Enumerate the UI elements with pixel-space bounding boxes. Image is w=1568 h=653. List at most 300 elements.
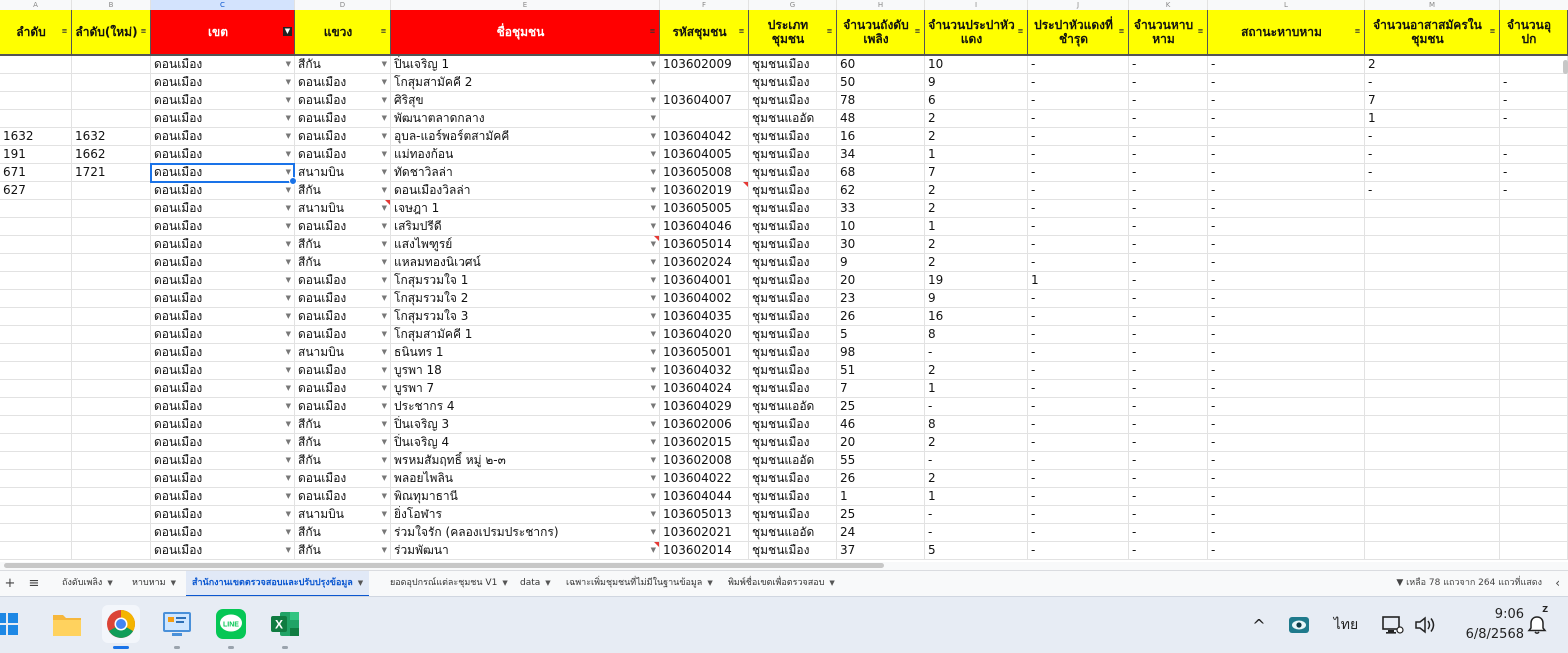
table-cell[interactable]	[295, 416, 391, 433]
table-cell[interactable]	[72, 92, 151, 109]
table-cell[interactable]	[151, 218, 295, 235]
network-button[interactable]	[1378, 597, 1408, 653]
table-cell[interactable]	[660, 380, 749, 397]
table-cell[interactable]	[1500, 128, 1568, 145]
table-cell[interactable]	[0, 344, 72, 361]
table-cell[interactable]	[151, 272, 295, 289]
cell-dropdown-icon[interactable]: ▼	[285, 312, 291, 320]
all-sheets-button[interactable]: ≡	[28, 576, 40, 591]
table-cell[interactable]	[151, 200, 295, 217]
table-cell[interactable]	[837, 308, 925, 325]
table-cell[interactable]	[837, 128, 925, 145]
table-cell[interactable]	[1500, 488, 1568, 505]
table-cell[interactable]	[1208, 434, 1365, 451]
table-cell[interactable]	[837, 182, 925, 199]
table-cell[interactable]	[151, 434, 295, 451]
cell-dropdown-icon[interactable]: ▼	[650, 258, 656, 266]
cell-dropdown-icon[interactable]: ▼	[650, 60, 656, 68]
cell-dropdown-icon[interactable]: ▼	[381, 60, 387, 68]
table-cell[interactable]	[391, 128, 660, 145]
cell-dropdown-icon[interactable]: ▼	[650, 528, 656, 536]
table-cell[interactable]	[295, 290, 391, 307]
table-cell[interactable]	[72, 128, 151, 145]
cell-dropdown-icon[interactable]: ▼	[381, 474, 387, 482]
cell-dropdown-icon[interactable]: ▼	[285, 510, 291, 518]
table-cell[interactable]	[72, 434, 151, 451]
cell-dropdown-icon[interactable]: ▼	[381, 456, 387, 464]
table-cell[interactable]	[1208, 290, 1365, 307]
table-cell[interactable]	[1500, 416, 1568, 433]
table-cell[interactable]	[660, 470, 749, 487]
cell-dropdown-icon[interactable]: ▼	[650, 222, 656, 230]
table-cell[interactable]	[1028, 470, 1129, 487]
cell-dropdown-icon[interactable]: ▼	[650, 348, 656, 356]
cell-dropdown-icon[interactable]: ▼	[650, 402, 656, 410]
table-cell[interactable]	[151, 398, 295, 415]
table-cell[interactable]	[660, 254, 749, 271]
table-cell[interactable]	[1208, 146, 1365, 163]
table-cell[interactable]	[925, 74, 1028, 91]
header-cell[interactable]	[1129, 10, 1208, 54]
table-cell[interactable]	[0, 128, 72, 145]
table-cell[interactable]	[0, 362, 72, 379]
cell-dropdown-icon[interactable]: ▼	[650, 204, 656, 212]
cell-dropdown-icon[interactable]: ▼	[381, 150, 387, 158]
cell-dropdown-icon[interactable]: ▼	[650, 132, 656, 140]
table-cell[interactable]	[0, 542, 72, 559]
table-cell[interactable]	[1208, 470, 1365, 487]
table-cell[interactable]	[391, 470, 660, 487]
table-cell[interactable]	[391, 524, 660, 541]
header-cell[interactable]	[1208, 10, 1365, 54]
table-cell[interactable]	[391, 344, 660, 361]
chevron-down-icon[interactable]: ▼	[170, 579, 177, 587]
table-cell[interactable]	[151, 74, 295, 91]
table-cell[interactable]	[72, 524, 151, 541]
table-cell[interactable]	[0, 200, 72, 217]
table-cell[interactable]	[1365, 398, 1500, 415]
table-cell[interactable]	[72, 326, 151, 343]
table-cell[interactable]	[1129, 326, 1208, 343]
cell-dropdown-icon[interactable]: ▼	[285, 186, 291, 194]
table-cell[interactable]	[837, 344, 925, 361]
table-cell[interactable]	[151, 128, 295, 145]
table-cell[interactable]	[0, 326, 72, 343]
table-cell[interactable]	[660, 434, 749, 451]
table-cell[interactable]	[660, 56, 749, 73]
table-cell[interactable]	[1365, 56, 1500, 73]
table-cell[interactable]	[1365, 236, 1500, 253]
table-cell[interactable]	[749, 128, 837, 145]
table-cell[interactable]	[1028, 254, 1129, 271]
table-cell[interactable]	[1500, 380, 1568, 397]
table-cell[interactable]	[295, 110, 391, 127]
table-cell[interactable]	[391, 254, 660, 271]
cell-dropdown-icon[interactable]: ▼	[285, 240, 291, 248]
table-cell[interactable]	[1500, 146, 1568, 163]
table-cell[interactable]	[925, 380, 1028, 397]
table-cell[interactable]	[660, 326, 749, 343]
table-cell[interactable]	[1365, 524, 1500, 541]
table-cell[interactable]	[1129, 506, 1208, 523]
table-cell[interactable]	[925, 254, 1028, 271]
column-letter-m[interactable]: M	[1365, 0, 1500, 10]
table-cell[interactable]	[749, 308, 837, 325]
table-cell[interactable]	[1208, 362, 1365, 379]
table-cell[interactable]	[1028, 488, 1129, 505]
table-cell[interactable]	[72, 308, 151, 325]
table-cell[interactable]	[391, 146, 660, 163]
filter-icon[interactable]: ≡	[1354, 27, 1361, 35]
table-cell[interactable]	[749, 164, 837, 181]
filter-icon[interactable]: ≡	[140, 27, 147, 35]
table-cell[interactable]	[1208, 326, 1365, 343]
table-cell[interactable]	[1500, 110, 1568, 127]
cell-dropdown-icon[interactable]: ▼	[381, 78, 387, 86]
table-cell[interactable]	[1129, 308, 1208, 325]
cell-dropdown-icon[interactable]: ▼	[285, 276, 291, 284]
cell-dropdown-icon[interactable]: ▼	[381, 492, 387, 500]
sheet-tab[interactable]	[56, 571, 119, 595]
table-cell[interactable]	[1208, 380, 1365, 397]
table-cell[interactable]	[1365, 146, 1500, 163]
table-cell[interactable]	[1500, 308, 1568, 325]
cell-dropdown-icon[interactable]: ▼	[381, 420, 387, 428]
table-cell[interactable]	[151, 452, 295, 469]
table-cell[interactable]	[72, 452, 151, 469]
table-cell[interactable]	[151, 506, 295, 523]
table-cell[interactable]	[1208, 308, 1365, 325]
chrome-button[interactable]	[102, 605, 140, 643]
table-cell[interactable]	[925, 506, 1028, 523]
table-cell[interactable]	[1500, 164, 1568, 181]
table-cell[interactable]	[837, 200, 925, 217]
filter-icon[interactable]: ≡	[1017, 27, 1024, 35]
table-cell[interactable]	[837, 326, 925, 343]
table-cell[interactable]	[837, 110, 925, 127]
cell-dropdown-icon[interactable]: ▼	[285, 96, 291, 104]
table-cell[interactable]	[391, 200, 660, 217]
table-cell[interactable]	[1028, 164, 1129, 181]
table-cell[interactable]	[749, 470, 837, 487]
table-cell[interactable]	[749, 74, 837, 91]
language-indicator[interactable]: ไทย	[1333, 617, 1359, 633]
table-cell[interactable]	[1129, 470, 1208, 487]
header-cell[interactable]	[0, 10, 72, 54]
cell-dropdown-icon[interactable]: ▼	[285, 132, 291, 140]
table-cell[interactable]	[1028, 434, 1129, 451]
table-cell[interactable]	[0, 110, 72, 127]
cell-dropdown-icon[interactable]: ▼	[650, 330, 656, 338]
cell-dropdown-icon[interactable]: ▼	[381, 438, 387, 446]
table-cell[interactable]	[837, 542, 925, 559]
table-cell[interactable]	[925, 92, 1028, 109]
table-cell[interactable]	[1028, 416, 1129, 433]
cell-dropdown-icon[interactable]: ▼	[285, 438, 291, 446]
table-cell[interactable]	[391, 308, 660, 325]
table-cell[interactable]	[391, 452, 660, 469]
table-cell[interactable]	[837, 146, 925, 163]
table-cell[interactable]	[660, 272, 749, 289]
table-cell[interactable]	[151, 524, 295, 541]
table-cell[interactable]	[1129, 182, 1208, 199]
table-cell[interactable]	[391, 542, 660, 559]
sheet-tab[interactable]	[514, 571, 557, 595]
table-cell[interactable]	[1208, 128, 1365, 145]
table-cell[interactable]	[0, 470, 72, 487]
table-cell[interactable]	[151, 290, 295, 307]
filter-icon[interactable]: ≡	[380, 27, 387, 35]
table-cell[interactable]	[660, 488, 749, 505]
table-cell[interactable]	[0, 272, 72, 289]
table-cell[interactable]	[837, 254, 925, 271]
table-cell[interactable]	[1500, 398, 1568, 415]
filter-icon[interactable]: ≡	[649, 27, 656, 35]
table-cell[interactable]	[925, 452, 1028, 469]
table-cell[interactable]	[1028, 542, 1129, 559]
table-cell[interactable]	[1500, 254, 1568, 271]
table-cell[interactable]	[1500, 326, 1568, 343]
table-cell[interactable]	[295, 254, 391, 271]
filter-icon[interactable]: ≡	[738, 27, 745, 35]
table-cell[interactable]	[295, 524, 391, 541]
cell-dropdown-icon[interactable]: ▼	[650, 186, 656, 194]
table-cell[interactable]	[837, 92, 925, 109]
table-cell[interactable]	[0, 218, 72, 235]
cell-dropdown-icon[interactable]: ▼	[650, 510, 656, 518]
table-cell[interactable]	[749, 434, 837, 451]
table-cell[interactable]	[295, 146, 391, 163]
filter-icon[interactable]: ≡	[61, 27, 68, 35]
table-cell[interactable]	[0, 308, 72, 325]
table-cell[interactable]	[151, 308, 295, 325]
start-button[interactable]	[0, 605, 22, 643]
sheet-tab[interactable]	[126, 571, 182, 595]
header-cell[interactable]	[295, 10, 391, 54]
table-cell[interactable]	[1365, 164, 1500, 181]
table-cell[interactable]	[151, 254, 295, 271]
table-cell[interactable]	[1208, 344, 1365, 361]
column-letter-i[interactable]: I	[925, 0, 1028, 10]
chevron-down-icon[interactable]: ▼	[107, 579, 113, 587]
table-cell[interactable]	[72, 56, 151, 73]
table-cell[interactable]	[1028, 452, 1129, 469]
table-cell[interactable]	[1365, 452, 1500, 469]
table-cell[interactable]	[1500, 470, 1568, 487]
table-cell[interactable]	[1129, 380, 1208, 397]
sheet-tab[interactable]	[560, 571, 719, 595]
table-cell[interactable]	[1208, 200, 1365, 217]
table-cell[interactable]	[749, 200, 837, 217]
cell-dropdown-icon[interactable]: ▼	[650, 114, 656, 122]
table-cell[interactable]	[1365, 506, 1500, 523]
table-cell[interactable]	[0, 290, 72, 307]
table-cell[interactable]	[391, 290, 660, 307]
table-cell[interactable]	[925, 236, 1028, 253]
table-cell[interactable]	[391, 92, 660, 109]
table-cell[interactable]	[749, 416, 837, 433]
chevron-down-icon[interactable]: ▼	[707, 579, 713, 587]
active-filter-icon[interactable]: ▼	[284, 27, 291, 35]
table-cell[interactable]	[295, 308, 391, 325]
tab-nav-button[interactable]: ‹	[1555, 576, 1560, 590]
table-cell[interactable]	[1365, 326, 1500, 343]
table-cell[interactable]	[1129, 56, 1208, 73]
table-cell[interactable]	[660, 344, 749, 361]
sheet-tab[interactable]	[186, 571, 369, 597]
table-cell[interactable]	[1365, 344, 1500, 361]
table-cell[interactable]	[151, 110, 295, 127]
chevron-down-icon[interactable]: ▼	[502, 579, 508, 587]
table-cell[interactable]	[1129, 92, 1208, 109]
table-cell[interactable]	[295, 506, 391, 523]
cell-dropdown-icon[interactable]: ▼	[650, 492, 656, 500]
table-cell[interactable]	[1208, 398, 1365, 415]
table-cell[interactable]	[295, 398, 391, 415]
table-cell[interactable]	[925, 326, 1028, 343]
table-cell[interactable]	[72, 542, 151, 559]
table-cell[interactable]	[660, 236, 749, 253]
cell-dropdown-icon[interactable]: ▼	[381, 528, 387, 536]
table-cell[interactable]	[749, 542, 837, 559]
cell-dropdown-icon[interactable]: ▼	[381, 168, 387, 176]
table-cell[interactable]	[1500, 542, 1568, 559]
table-cell[interactable]	[660, 218, 749, 235]
table-cell[interactable]	[925, 182, 1028, 199]
cell-dropdown-icon[interactable]: ▼	[285, 258, 291, 266]
table-cell[interactable]	[72, 110, 151, 127]
table-cell[interactable]	[1500, 506, 1568, 523]
filter-icon[interactable]: ≡	[914, 27, 921, 35]
note-indicator[interactable]	[654, 236, 659, 241]
cell-dropdown-icon[interactable]: ▼	[650, 78, 656, 86]
vertical-scrollbar[interactable]	[1562, 56, 1568, 556]
table-cell[interactable]	[295, 542, 391, 559]
column-letter-h[interactable]: H	[837, 0, 925, 10]
cell-dropdown-icon[interactable]: ▼	[650, 546, 656, 554]
table-cell[interactable]	[1365, 470, 1500, 487]
cell-dropdown-icon[interactable]: ▼	[285, 528, 291, 536]
table-cell[interactable]	[1365, 308, 1500, 325]
table-cell[interactable]	[1365, 254, 1500, 271]
column-letter-j[interactable]: J	[1028, 0, 1129, 10]
cell-dropdown-icon[interactable]: ▼	[381, 222, 387, 230]
horizontal-scroll-thumb[interactable]	[4, 563, 884, 568]
filter-icon[interactable]: ≡	[1197, 27, 1204, 35]
table-cell[interactable]	[151, 146, 295, 163]
column-letter-k[interactable]: K	[1129, 0, 1208, 10]
table-cell[interactable]	[1129, 416, 1208, 433]
table-cell[interactable]	[837, 452, 925, 469]
table-cell[interactable]	[391, 362, 660, 379]
table-cell[interactable]	[1365, 488, 1500, 505]
table-cell[interactable]	[0, 74, 72, 91]
table-cell[interactable]	[749, 362, 837, 379]
table-cell[interactable]	[749, 236, 837, 253]
cell-dropdown-icon[interactable]: ▼	[285, 420, 291, 428]
table-cell[interactable]	[1129, 110, 1208, 127]
table-cell[interactable]	[1365, 542, 1500, 559]
table-cell[interactable]	[0, 92, 72, 109]
cell-dropdown-icon[interactable]: ▼	[381, 186, 387, 194]
table-cell[interactable]	[295, 164, 391, 181]
filter-icon[interactable]: ≡	[1489, 27, 1496, 35]
table-cell[interactable]	[295, 92, 391, 109]
table-cell[interactable]	[72, 470, 151, 487]
table-cell[interactable]	[0, 434, 72, 451]
table-cell[interactable]	[295, 74, 391, 91]
table-cell[interactable]	[925, 524, 1028, 541]
header-cell[interactable]	[1365, 10, 1500, 54]
column-letter-d[interactable]: D	[295, 0, 391, 10]
table-cell[interactable]	[925, 434, 1028, 451]
table-cell[interactable]	[1129, 218, 1208, 235]
table-cell[interactable]	[660, 308, 749, 325]
cell-dropdown-icon[interactable]: ▼	[650, 294, 656, 302]
sheet-tab[interactable]	[722, 571, 841, 595]
table-cell[interactable]	[1028, 110, 1129, 127]
table-cell[interactable]	[391, 56, 660, 73]
table-cell[interactable]	[925, 290, 1028, 307]
table-cell[interactable]	[72, 236, 151, 253]
table-cell[interactable]	[1129, 254, 1208, 271]
table-cell[interactable]	[660, 542, 749, 559]
table-cell[interactable]	[391, 506, 660, 523]
table-cell[interactable]	[1500, 56, 1568, 73]
table-cell[interactable]	[151, 164, 295, 181]
note-indicator[interactable]	[385, 200, 390, 205]
table-cell[interactable]	[1500, 74, 1568, 91]
table-cell[interactable]	[837, 362, 925, 379]
column-letter-c[interactable]: C	[151, 0, 295, 10]
table-cell[interactable]	[1365, 290, 1500, 307]
table-cell[interactable]	[925, 398, 1028, 415]
table-cell[interactable]	[749, 92, 837, 109]
table-cell[interactable]	[151, 326, 295, 343]
table-cell[interactable]	[72, 506, 151, 523]
cell-dropdown-icon[interactable]: ▼	[381, 204, 387, 212]
table-cell[interactable]	[749, 182, 837, 199]
table-cell[interactable]	[1129, 398, 1208, 415]
table-cell[interactable]	[1028, 272, 1129, 289]
table-cell[interactable]	[1500, 236, 1568, 253]
table-cell[interactable]	[1028, 74, 1129, 91]
table-cell[interactable]	[72, 344, 151, 361]
cell-dropdown-icon[interactable]: ▼	[381, 330, 387, 338]
table-cell[interactable]	[749, 254, 837, 271]
table-cell[interactable]	[837, 398, 925, 415]
table-cell[interactable]	[1028, 524, 1129, 541]
cell-dropdown-icon[interactable]: ▼	[650, 276, 656, 284]
table-cell[interactable]	[1129, 488, 1208, 505]
cell-dropdown-icon[interactable]: ▼	[285, 78, 291, 86]
table-cell[interactable]	[925, 272, 1028, 289]
column-letter-e[interactable]: E	[391, 0, 660, 10]
header-cell[interactable]	[391, 10, 660, 54]
table-cell[interactable]	[925, 146, 1028, 163]
table-cell[interactable]	[925, 56, 1028, 73]
table-cell[interactable]	[1028, 182, 1129, 199]
table-cell[interactable]	[837, 218, 925, 235]
table-cell[interactable]	[925, 128, 1028, 145]
table-cell[interactable]	[1028, 146, 1129, 163]
table-cell[interactable]	[1028, 290, 1129, 307]
table-cell[interactable]	[391, 434, 660, 451]
table-cell[interactable]	[1028, 200, 1129, 217]
show-hidden-icons-button[interactable]: ^	[1252, 615, 1266, 635]
cell-dropdown-icon[interactable]: ▼	[381, 348, 387, 356]
table-cell[interactable]	[1129, 434, 1208, 451]
